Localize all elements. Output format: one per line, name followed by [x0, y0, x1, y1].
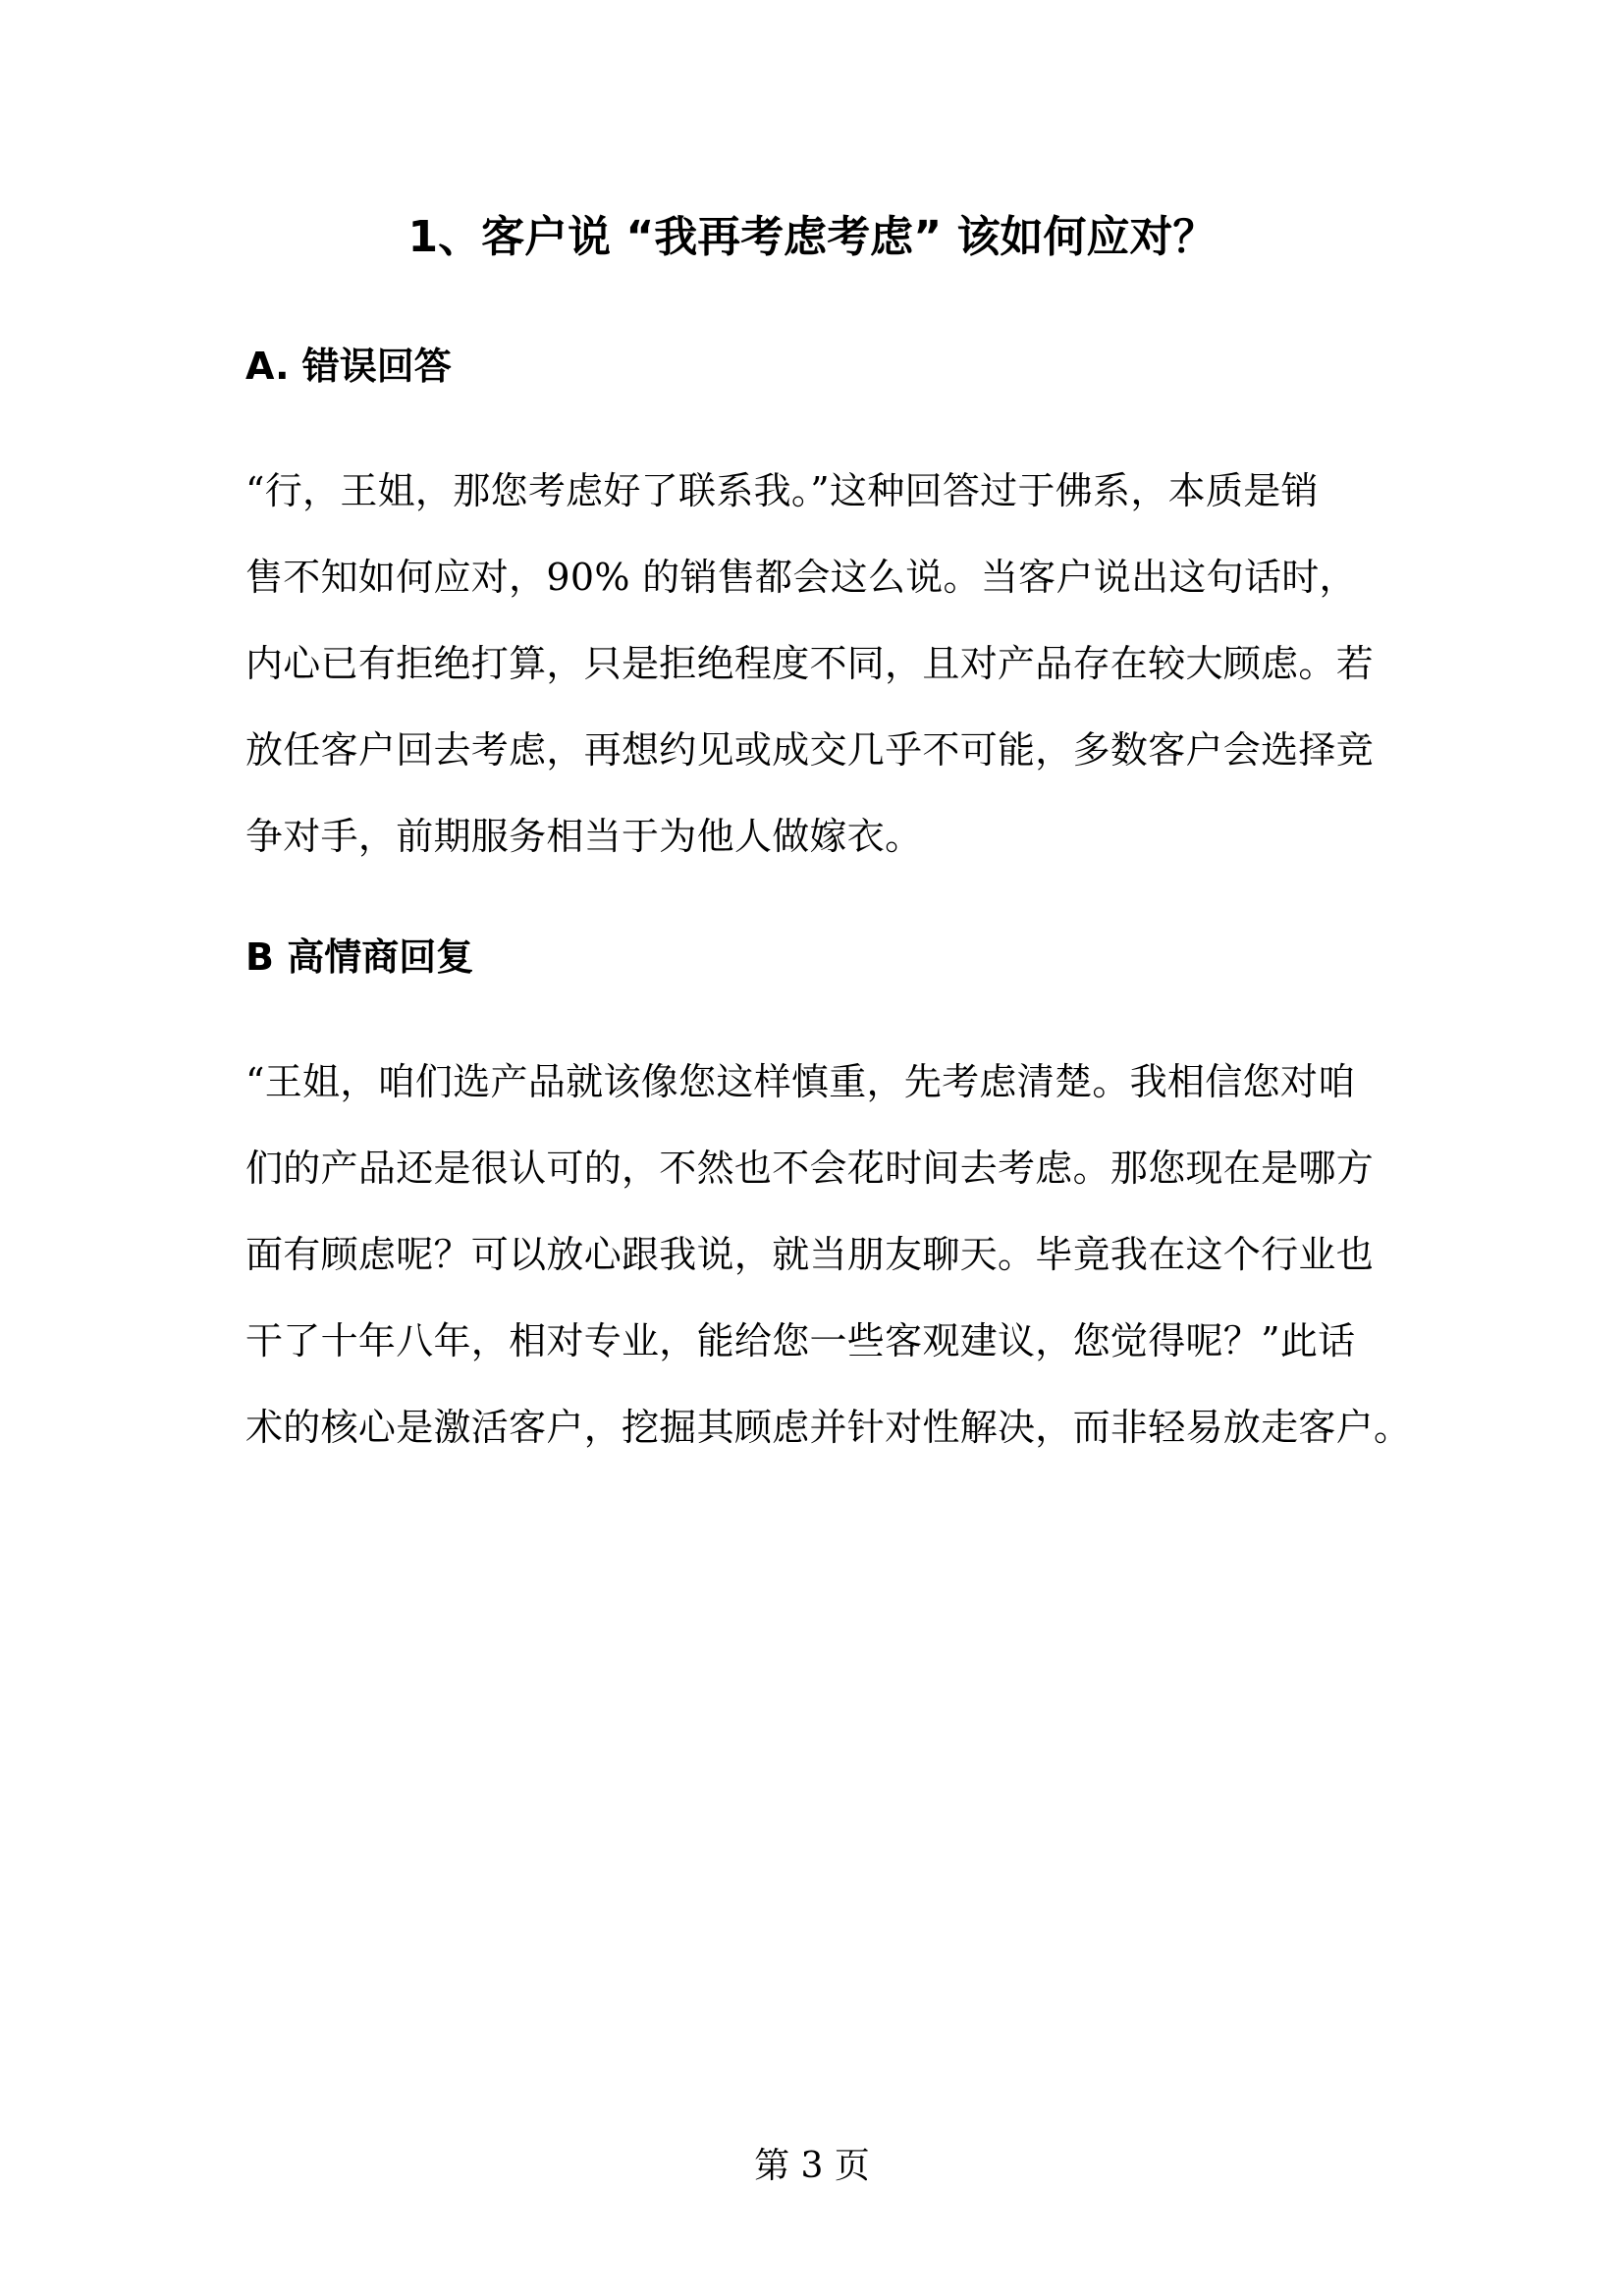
paragraph-line: 术的核心是激活客户，挖掘其顾虑并针对性解决，而非轻易放走客户。 [245, 1406, 1412, 1449]
paragraph-line: 们的产品还是很认可的，不然也不会花时间去考虑。那您现在是哪方 [245, 1147, 1375, 1190]
section-heading-wrong-answer: A. 错误回答 [245, 345, 452, 388]
paragraph-wrong-answer [245, 448, 1384, 880]
paragraph-line: 面有顾虑呢？可以放心跟我说，就当朋友聊天。毕竟我在这个行业也 [245, 1233, 1375, 1276]
paragraph-line: 放任客户回去考虑，再想约见或成交几乎不可能，多数客户会选择竞 [245, 728, 1375, 772]
paragraph-line: 内心已有拒绝打算，只是拒绝程度不同，且对产品存在较大顾虑。若 [245, 642, 1375, 685]
paragraph-line: 争对手，前期服务相当于为他人做嫁衣。 [245, 815, 923, 858]
paragraph-line: “王姐，咱们选产品就该像您这样慎重，先考虑清楚。我相信您对咱 [245, 1060, 1356, 1103]
paragraph-high-eq-reply [245, 1039, 1412, 1470]
page-title: 1、客户说 “我再考虑考虑” 该如何应对？ [407, 212, 1217, 262]
paragraph-line: 干了十年八年，相对专业，能给您一些客观建议，您觉得呢？”此话 [245, 1319, 1356, 1362]
paragraph-line: “行，王姐，那您考虑好了联系我。”这种回答过于佛系，本质是销 [245, 469, 1319, 512]
section-heading-high-eq-reply: B 高情商回复 [245, 935, 474, 979]
page-number: 第 3 页 [754, 2146, 870, 2186]
paragraph-line: 售不知如何应对，90% 的销售都会这么说。当客户说出这句话时， [245, 556, 1357, 599]
